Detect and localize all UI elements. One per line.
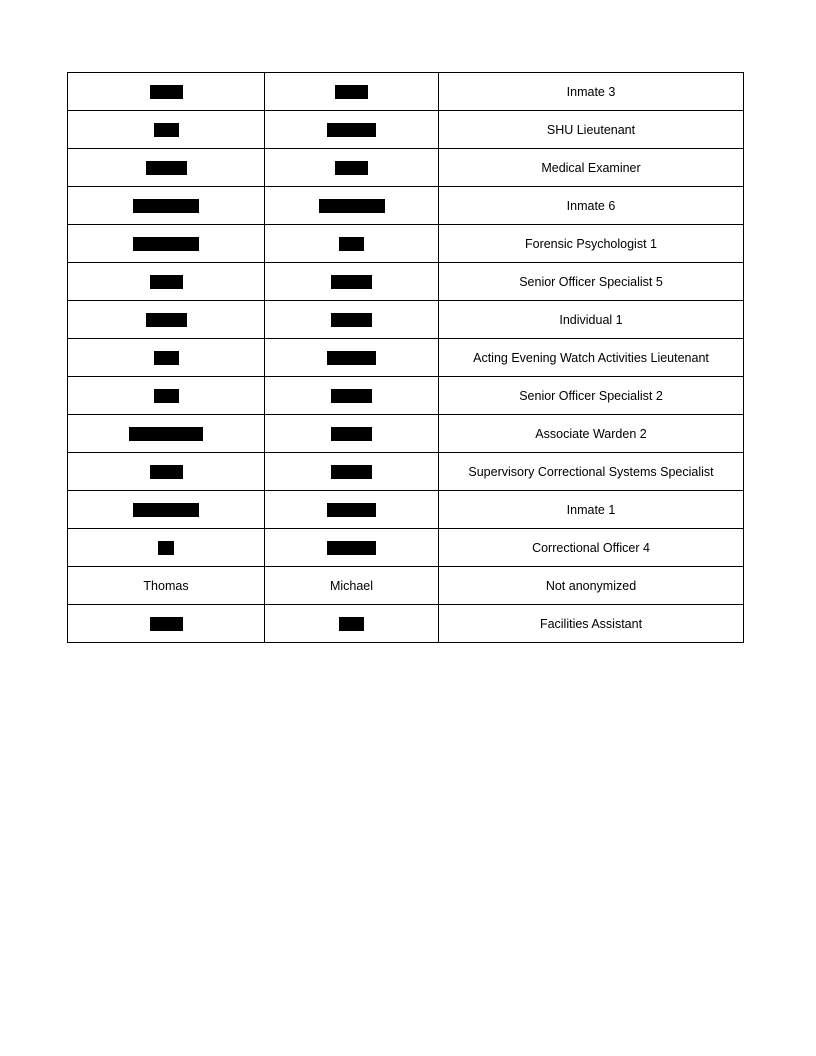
first-name-cell [68, 339, 265, 377]
first-name-cell [68, 491, 265, 529]
first-name-cell [68, 567, 265, 605]
table-row [68, 225, 744, 263]
first-name-cell [68, 453, 265, 491]
redaction-bar [327, 123, 376, 137]
first-name-text: Thomas [143, 578, 189, 593]
role-cell [439, 567, 744, 605]
role-text: Facilities Assistant [539, 616, 643, 631]
last-name-cell [265, 529, 439, 567]
role-cell [439, 339, 744, 377]
redaction-bar [154, 123, 179, 137]
last-name-text: Michael [329, 578, 374, 593]
last-name-cell [265, 187, 439, 225]
redaction-bar [331, 275, 372, 289]
role-text: Inmate 6 [566, 198, 616, 213]
redaction-bar [154, 389, 179, 403]
table-row [68, 263, 744, 301]
role-text: Forensic Psychologist 1 [524, 236, 657, 251]
first-name-cell [68, 301, 265, 339]
role-text: Acting Evening Watch Activities Lieutenant [473, 350, 709, 365]
first-name-cell [68, 377, 265, 415]
first-name-cell [68, 415, 265, 453]
role-cell [439, 73, 744, 111]
first-name-cell [68, 73, 265, 111]
role-cell [439, 377, 744, 415]
redaction-bar [335, 161, 368, 175]
role-cell [439, 263, 744, 301]
first-name-cell [68, 529, 265, 567]
first-name-cell [68, 111, 265, 149]
last-name-cell [265, 415, 439, 453]
last-name-cell [265, 301, 439, 339]
redaction-bar [331, 389, 372, 403]
role-text: Correctional Officer 4 [532, 540, 650, 555]
table-row [68, 415, 744, 453]
role-cell [439, 149, 744, 187]
redaction-bar [150, 275, 183, 289]
role-text: Senior Officer Specialist 5 [519, 274, 663, 289]
role-cell [439, 187, 744, 225]
table-row [68, 149, 744, 187]
last-name-cell [265, 567, 439, 605]
first-name-cell [68, 187, 265, 225]
redaction-bar [331, 465, 372, 479]
redaction-bar [150, 465, 183, 479]
table-row [68, 491, 744, 529]
redaction-bar [129, 427, 203, 441]
table-row [68, 567, 744, 605]
last-name-cell [265, 263, 439, 301]
role-cell [439, 529, 744, 567]
redaction-bar [146, 313, 187, 327]
role-cell [439, 415, 744, 453]
role-cell [439, 301, 744, 339]
table-row [68, 73, 744, 111]
role-text: Inmate 3 [566, 84, 616, 99]
first-name-cell [68, 263, 265, 301]
last-name-cell [265, 225, 439, 263]
table-body [68, 73, 744, 643]
table-row [68, 111, 744, 149]
last-name-cell [265, 339, 439, 377]
table-row [68, 453, 744, 491]
role-text: Senior Officer Specialist 2 [519, 388, 663, 403]
redaction-bar [331, 313, 372, 327]
role-cell [439, 111, 744, 149]
role-text: Individual 1 [559, 312, 623, 327]
redaction-bar [133, 503, 199, 517]
table-row [68, 187, 744, 225]
redaction-bar [327, 541, 376, 555]
last-name-cell [265, 491, 439, 529]
role-cell [439, 453, 744, 491]
last-name-cell [265, 377, 439, 415]
first-name-cell [68, 225, 265, 263]
table-row [68, 605, 744, 643]
table-row [68, 339, 744, 377]
table-row [68, 529, 744, 567]
redaction-bar [133, 237, 199, 251]
redaction-bar [133, 199, 199, 213]
redaction-bar [150, 617, 183, 631]
last-name-cell [265, 111, 439, 149]
redaction-bar [158, 541, 174, 555]
table-row [68, 377, 744, 415]
redaction-bar [150, 85, 183, 99]
first-name-cell [68, 149, 265, 187]
redaction-bar [327, 351, 376, 365]
last-name-cell [265, 149, 439, 187]
redaction-bar [339, 617, 364, 631]
first-name-cell [68, 605, 265, 643]
role-cell [439, 491, 744, 529]
role-text: Associate Warden 2 [535, 426, 647, 441]
name-role-table [67, 72, 744, 643]
redaction-bar [335, 85, 368, 99]
last-name-cell [265, 73, 439, 111]
redaction-bar [339, 237, 364, 251]
redaction-bar [331, 427, 372, 441]
role-text: Not anonymized [545, 578, 637, 593]
last-name-cell [265, 605, 439, 643]
role-text: SHU Lieutenant [546, 122, 636, 137]
role-text: Supervisory Correctional Systems Specialist [468, 464, 714, 479]
redaction-bar [319, 199, 385, 213]
role-cell [439, 225, 744, 263]
role-text: Medical Examiner [541, 160, 641, 175]
role-cell [439, 605, 744, 643]
last-name-cell [265, 453, 439, 491]
redaction-bar [327, 503, 376, 517]
table-row [68, 301, 744, 339]
redaction-bar [146, 161, 187, 175]
redaction-bar [154, 351, 179, 365]
role-text: Inmate 1 [566, 502, 616, 517]
